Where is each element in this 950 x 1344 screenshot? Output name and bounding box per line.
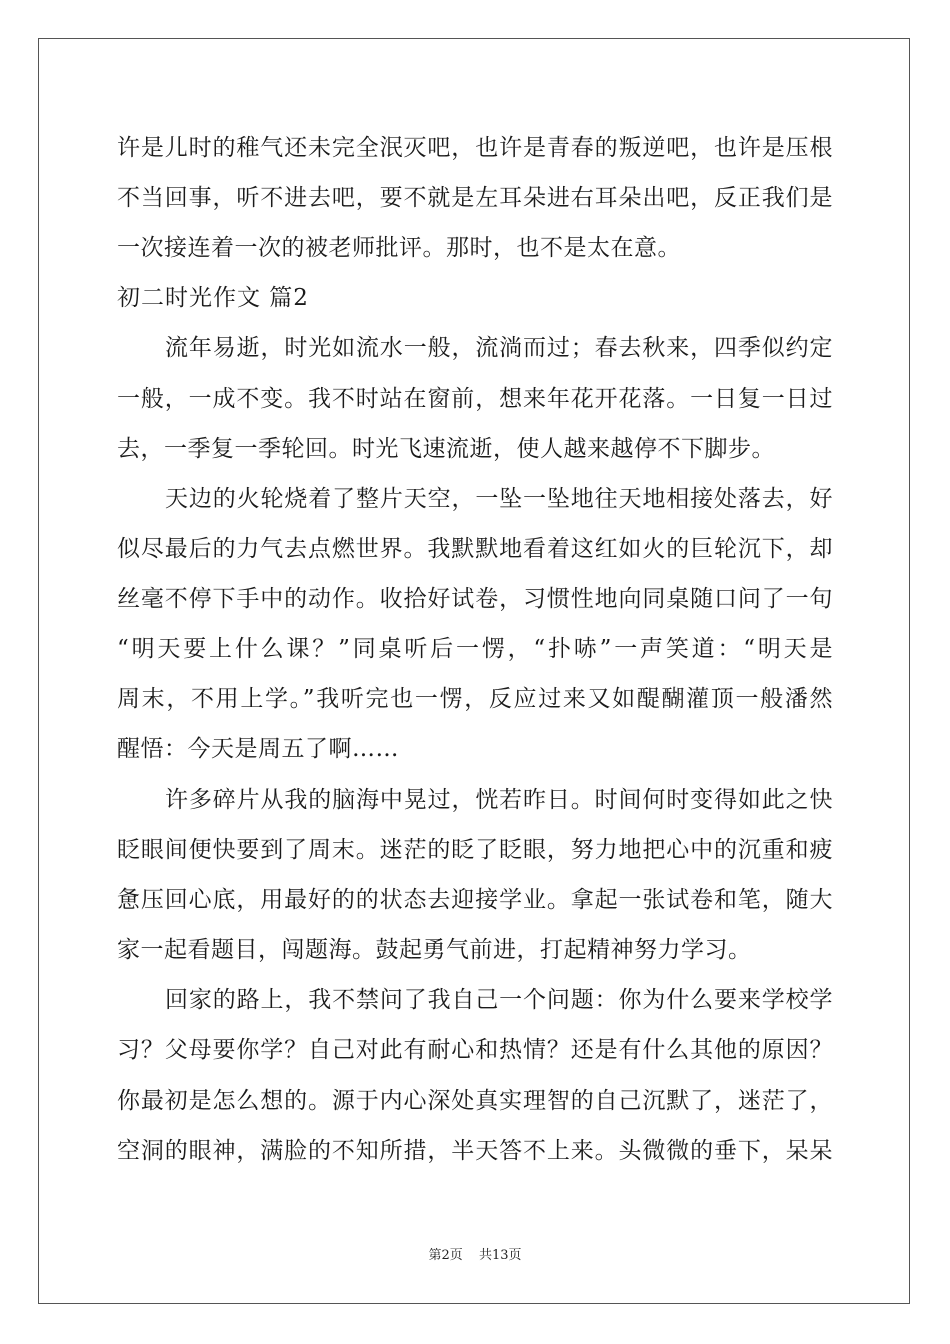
text-line: 回家的路上，我不禁问了我自己一个问题：你为什么要来学校学 <box>165 987 833 1013</box>
text-line: 天边的火轮烧着了整片天空，一坠一坠地往天地相接处落去，好 <box>165 486 833 512</box>
text-line: 去，一季复一季轮回。时光飞速流逝，使人越来越停不下脚步。 <box>117 436 775 462</box>
text-line: 习？父母要你学？自己对此有耐心和热情？还是有什么其他的原因？ <box>117 1037 833 1063</box>
section-heading: 初二时光作文 篇2 <box>117 285 309 311</box>
page-total: 共13页 <box>478 1248 522 1263</box>
page-footer <box>0 1247 950 1265</box>
text-line: 丝毫不停下手中的动作。收拾好试卷，习惯性地向同桌随口问了一句 <box>117 586 833 612</box>
text-line: 你最初是怎么想的。源于内心深处真实理智的自己沉默了，迷茫了， <box>117 1088 833 1114</box>
text-line: 醒悟：今天是周五了啊…… <box>117 736 399 762</box>
text-line: 眨眼间便快要到了周末。迷茫的眨了眨眼，努力地把心中的沉重和疲 <box>117 837 833 863</box>
text-line: 不当回事，听不进去吧，要不就是左耳朵进右耳朵出吧，反正我们是 <box>117 185 833 211</box>
text-line: 空洞的眼神，满脸的不知所措，半天答不上来。头微微的垂下，呆呆 <box>117 1138 833 1164</box>
text-line: 惫压回心底，用最好的的状态去迎接学业。拿起一张试卷和笔，随大 <box>117 887 833 913</box>
page-number: 第2页 <box>428 1248 463 1263</box>
text-line: 许多碎片从我的脑海中晃过，恍若昨日。时间何时变得如此之快 <box>165 787 833 813</box>
text-line: 家一起看题目，闯题海。鼓起勇气前进，打起精神努力学习。 <box>117 937 752 963</box>
text-line: 似尽最后的力气去点燃世界。我默默地看着这红如火的巨轮沉下，却 <box>117 536 833 562</box>
text-line: “明天要上什么课？”同桌听后一愣，“扑哧”一声笑道：“明天是 <box>117 636 833 662</box>
text-line: 流年易逝，时光如流水一般，流淌而过；春去秋来，四季似约定 <box>165 335 833 361</box>
text-line: 许是儿时的稚气还未完全泯灭吧，也许是青春的叛逆吧，也许是压根 <box>117 135 833 161</box>
text-line: 一般，一成不变。我不时站在窗前，想来年花开花落。一日复一日过 <box>117 386 833 412</box>
text-line: 周末，不用上学。”我听完也一愣，反应过来又如醍醐灌顶一般潘然 <box>117 686 833 712</box>
text-line: 一次接连着一次的被老师批评。那时，也不是太在意。 <box>117 235 681 261</box>
